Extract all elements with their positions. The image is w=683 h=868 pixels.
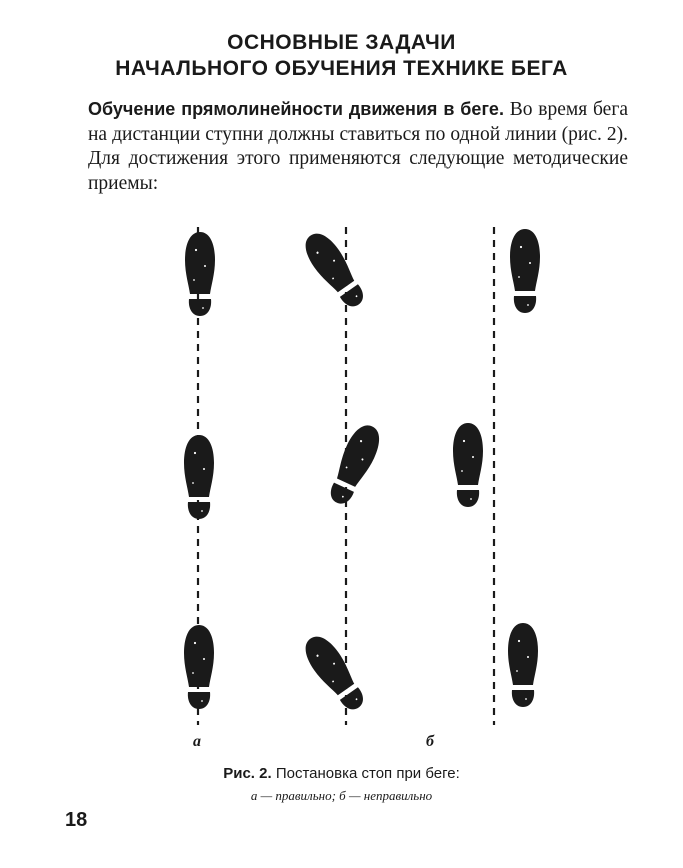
figure-caption bbox=[0, 765, 683, 782]
footprint-m3 bbox=[298, 630, 371, 716]
paragraph-lead: Обучение прямолинейности движения в беге. bbox=[88, 99, 504, 119]
page-number: 18 bbox=[65, 809, 88, 831]
footprint-m2 bbox=[323, 420, 386, 509]
footprints-diagram bbox=[0, 215, 683, 735]
footprint-b1 bbox=[510, 229, 540, 313]
figure-caption-title: Постановка стоп при беге: bbox=[271, 765, 460, 782]
footprint-m1 bbox=[298, 227, 371, 313]
paragraph-body: Во время бега на дистанции ступни должны ставиться по одной линии (рис. 2). Для достижения этого применяются следующие методические приемы: bbox=[88, 99, 628, 194]
figure-label-a: а bbox=[193, 733, 201, 750]
footprint-b2 bbox=[453, 423, 483, 507]
section-heading-line-2: НАЧАЛЬНОГО ОБУЧЕНИЯ ТЕХНИКЕ БЕГА bbox=[115, 57, 568, 80]
figure-footprints bbox=[0, 215, 683, 750]
footprint-a3 bbox=[184, 625, 214, 709]
figure-caption-prefix: Рис. 2. bbox=[223, 765, 272, 782]
section-heading-line-1: ОСНОВНЫЕ ЗАДАЧИ bbox=[227, 31, 456, 54]
body-paragraph bbox=[88, 97, 628, 196]
figure-label-b: б bbox=[426, 733, 434, 750]
footprint-a1 bbox=[185, 232, 215, 316]
footprint-b3 bbox=[508, 623, 538, 707]
footprint-a2 bbox=[184, 435, 214, 519]
figure-caption-legend: а — правильно; б — неправильно bbox=[250, 788, 433, 803]
